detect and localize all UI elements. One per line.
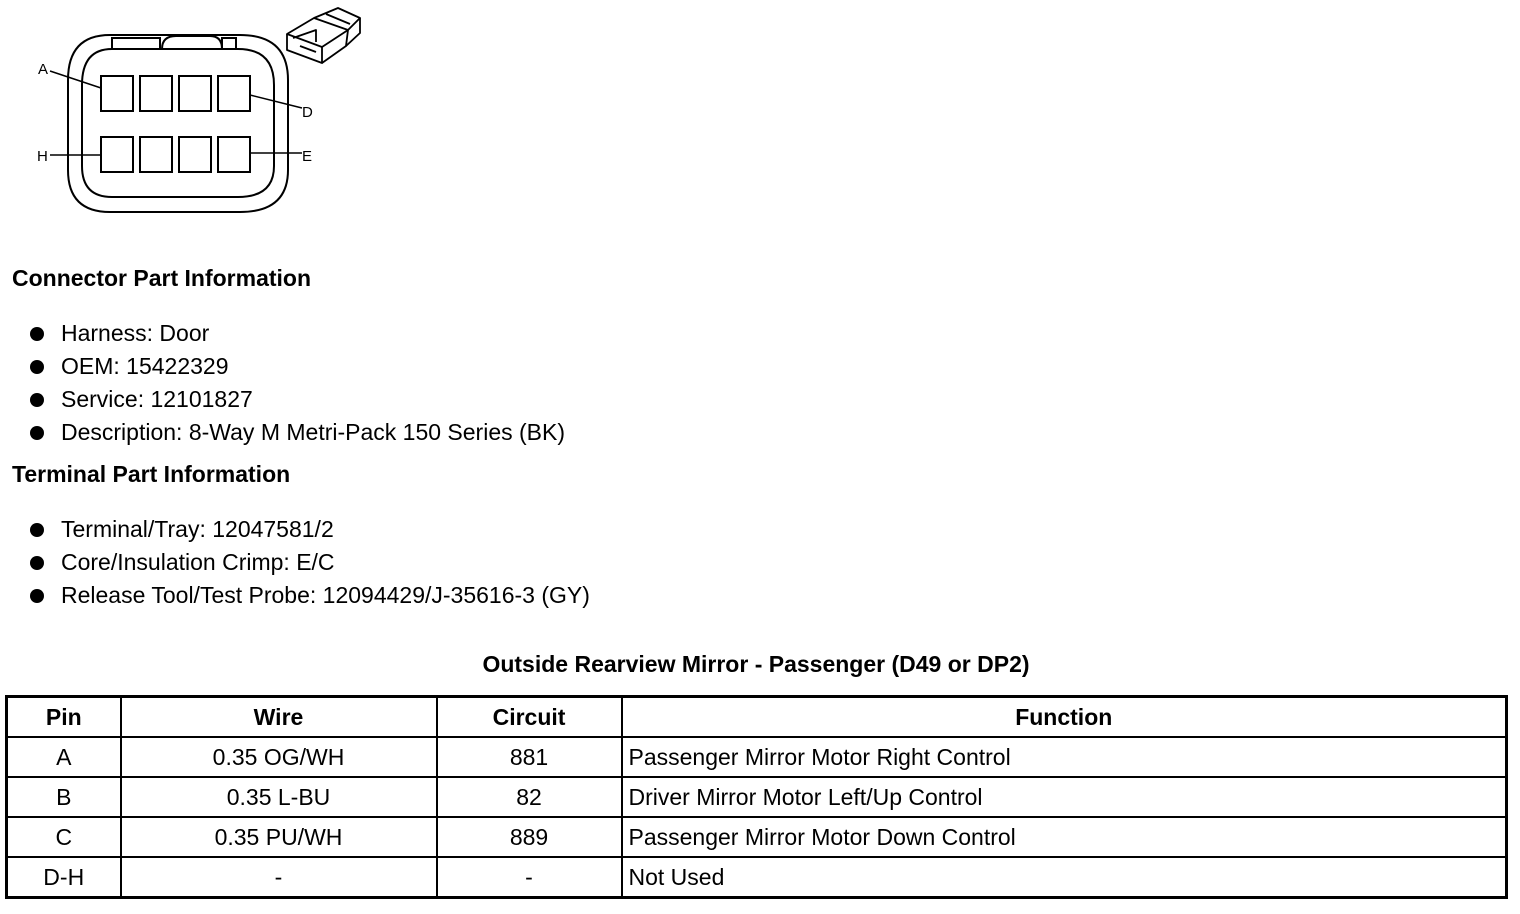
cell-circuit: 881 [437, 737, 622, 777]
table-row [7, 817, 1507, 857]
table-row [7, 737, 1507, 777]
bullet-icon [30, 523, 44, 537]
header-function: Function [622, 697, 1507, 738]
list-item [28, 350, 565, 383]
list-item [28, 513, 590, 546]
bullet-icon [30, 393, 44, 407]
list-item-text: Harness: Door [61, 320, 210, 346]
list-item [28, 416, 565, 449]
cell-pin: A [7, 737, 121, 777]
pin-label-e: E [302, 148, 313, 165]
list-item [28, 317, 565, 350]
table-header-row [7, 697, 1507, 738]
table-title: Outside Rearview Mirror - Passenger (D49 or DP2) [482, 651, 1030, 677]
list-item [28, 383, 565, 416]
cell-pin: B [7, 777, 121, 817]
list-item-text: Release Tool/Test Probe: 12094429/J-35616-3 (GY) [61, 582, 590, 608]
terminal-part-heading: Terminal Part Information [12, 461, 291, 487]
pin-table [5, 695, 1508, 899]
list-item-text: OEM: 15422329 [61, 353, 229, 379]
connector-part-list [28, 317, 565, 449]
list-item [28, 579, 590, 612]
connector-part-heading: Connector Part Information [12, 265, 312, 291]
header-wire: Wire [121, 697, 437, 738]
header-pin: Pin [7, 697, 121, 738]
pin-label-h: H [37, 148, 48, 165]
cell-wire: - [121, 857, 437, 898]
cell-wire: 0.35 PU/WH [121, 817, 437, 857]
cell-function: Not Used [622, 857, 1507, 898]
list-item-text: Core/Insulation Crimp: E/C [61, 549, 335, 575]
cell-wire: 0.35 L-BU [121, 777, 437, 817]
pin-label-a: A [38, 61, 49, 78]
table-row [7, 777, 1507, 817]
bullet-icon [30, 556, 44, 570]
list-item-text: Description: 8-Way M Metri-Pack 150 Series (BK) [61, 419, 566, 445]
connector-diagram [0, 0, 380, 220]
cell-circuit: 889 [437, 817, 622, 857]
header-circuit: Circuit [437, 697, 622, 738]
table-row [7, 857, 1507, 898]
cell-function: Passenger Mirror Motor Down Control [622, 817, 1507, 857]
bullet-icon [30, 327, 44, 341]
cell-circuit: - [437, 857, 622, 898]
list-item-text: Terminal/Tray: 12047581/2 [61, 516, 334, 542]
cell-function: Passenger Mirror Motor Right Control [622, 737, 1507, 777]
bullet-icon [30, 589, 44, 603]
pin-label-d: D [302, 104, 313, 121]
bullet-icon [30, 360, 44, 374]
cell-wire: 0.35 OG/WH [121, 737, 437, 777]
cell-circuit: 82 [437, 777, 622, 817]
cell-function: Driver Mirror Motor Left/Up Control [622, 777, 1507, 817]
cell-pin: D-H [7, 857, 121, 898]
terminal-part-list [28, 513, 590, 612]
bullet-icon [30, 426, 44, 440]
cell-pin: C [7, 817, 121, 857]
connector-thumbnail-icon [287, 8, 360, 63]
list-item-text: Service: 12101827 [61, 386, 253, 412]
list-item [28, 546, 590, 579]
